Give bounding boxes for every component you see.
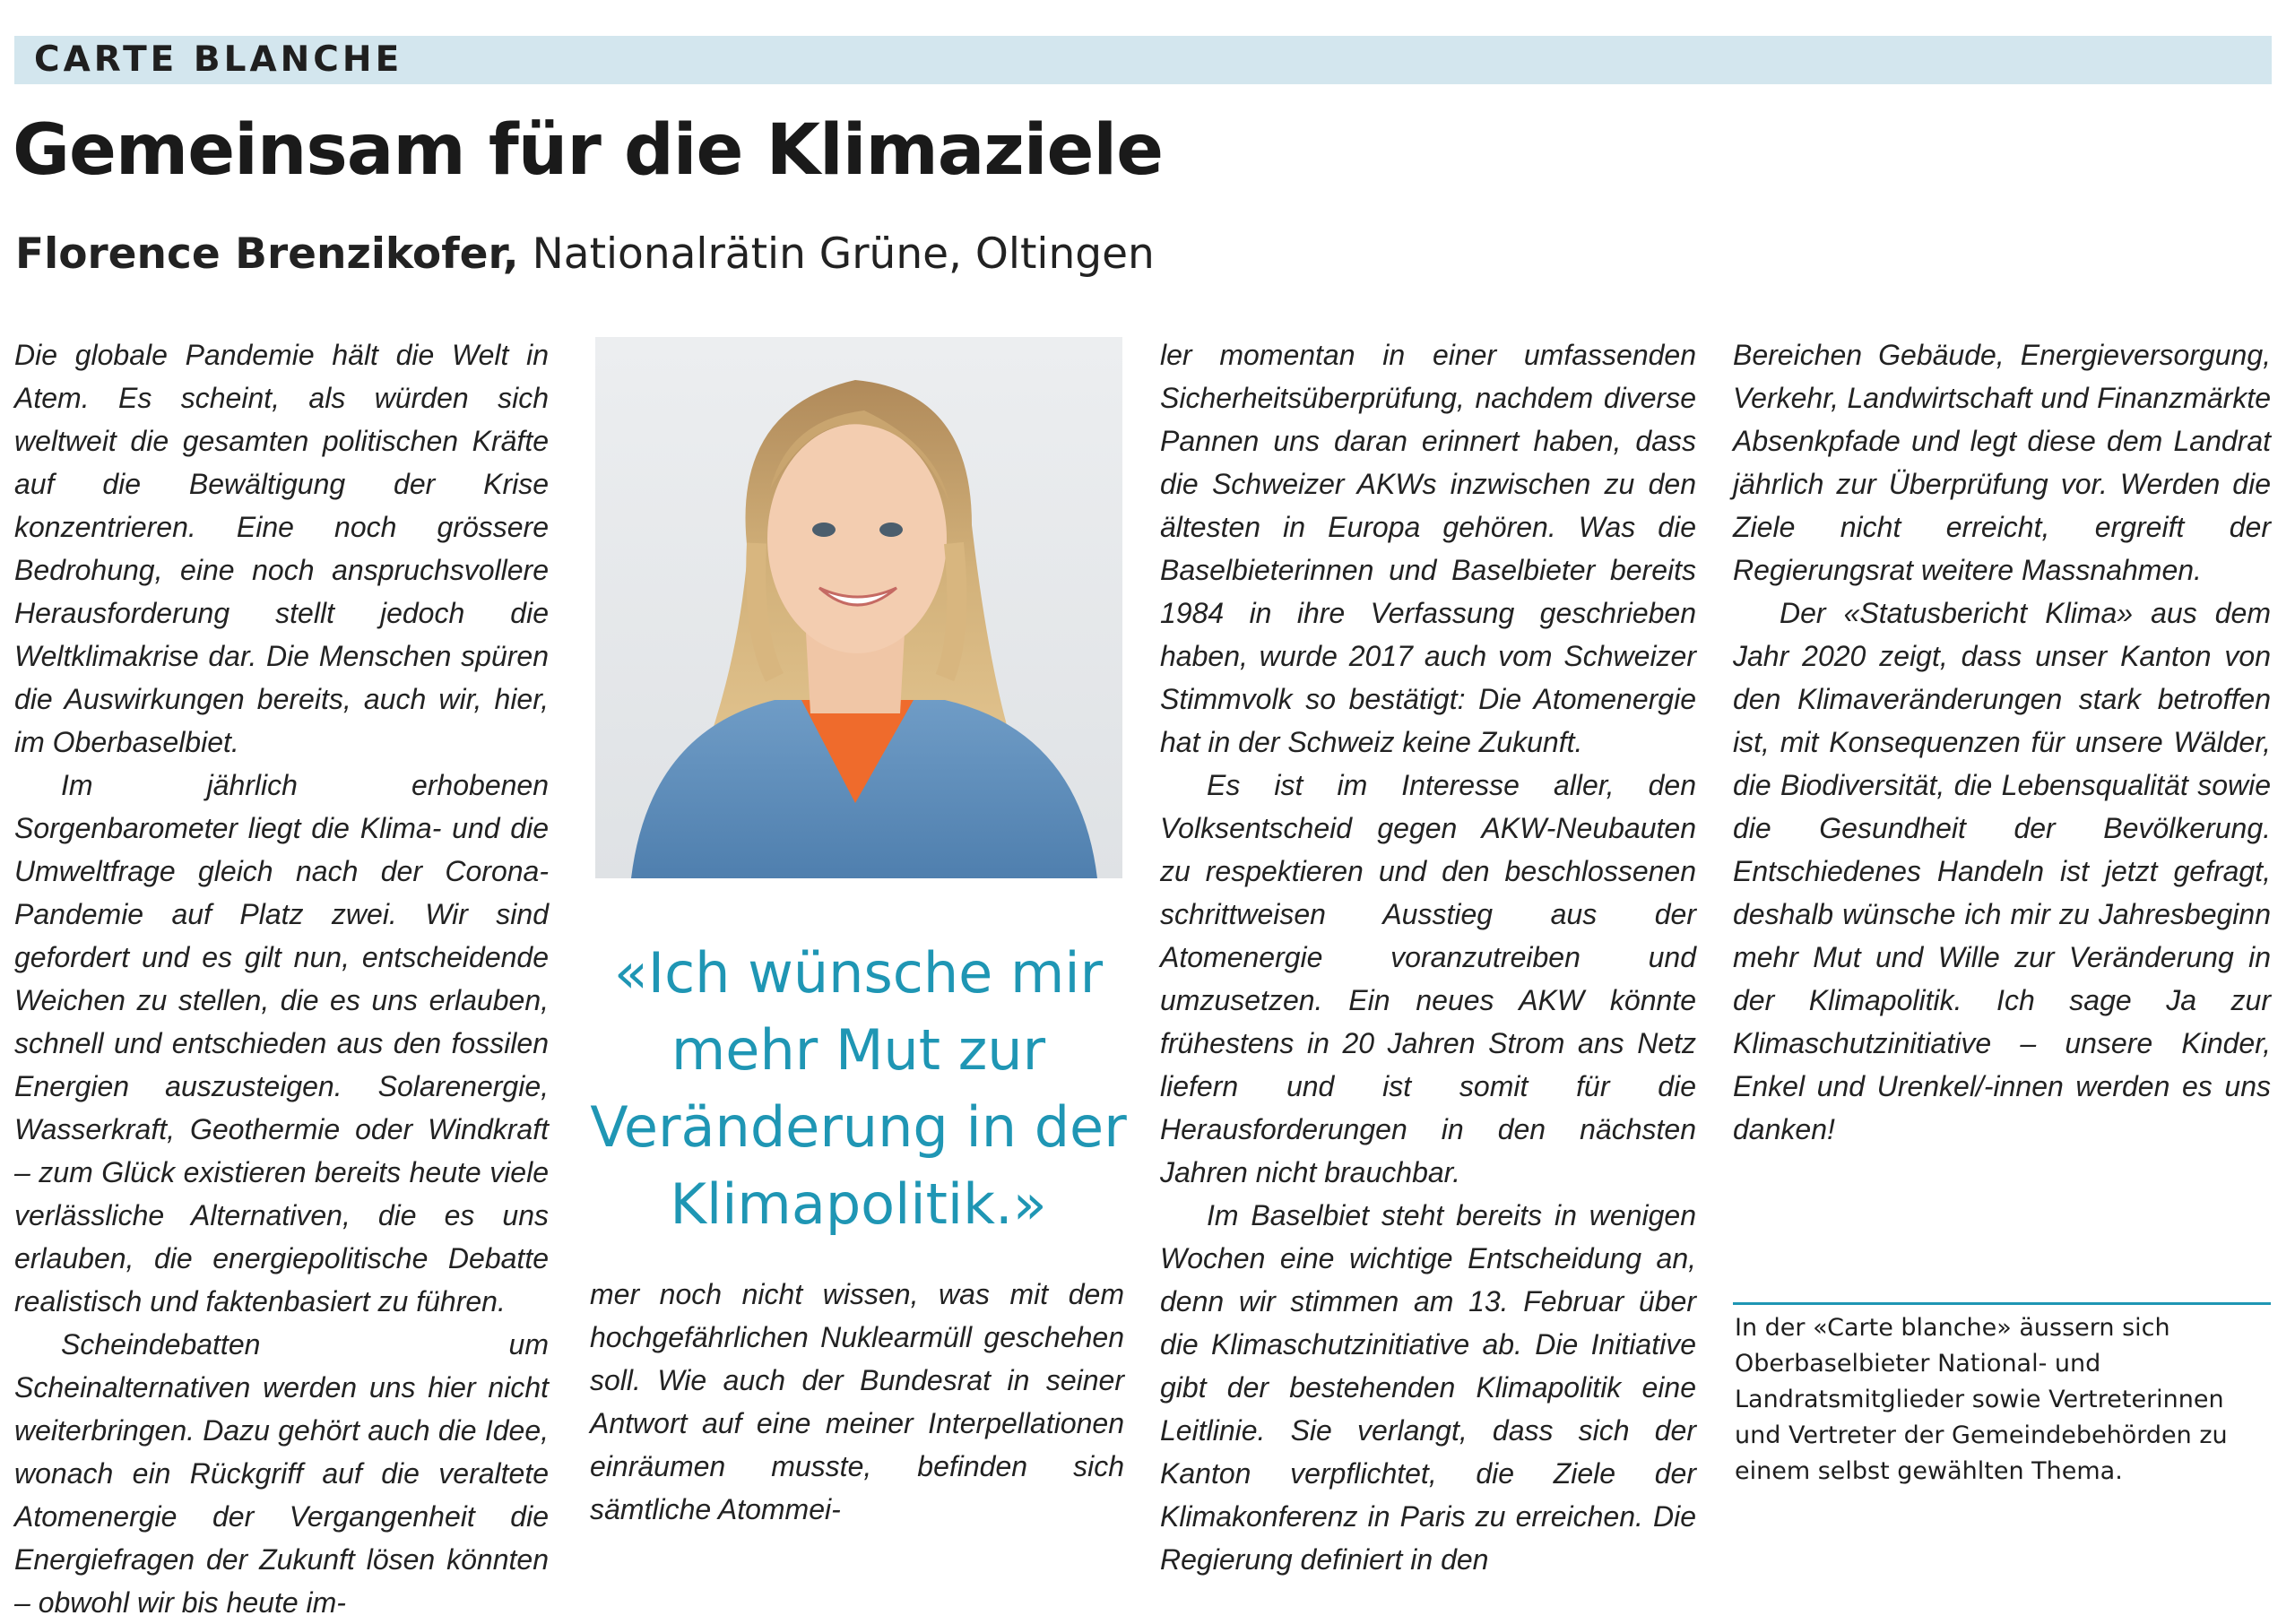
- byline-role: Nationalrätin Grüne, Oltingen: [518, 229, 1155, 279]
- byline: [15, 222, 1155, 287]
- infobox-divider: [1733, 1302, 2271, 1305]
- paragraph: mer noch nicht wissen, was mit dem hochgefährlichen Nuklearmüll geschehen soll. Wie auch der Bundesrat in seiner Antwort auf eine meiner Interpellationen einräumen musste, befinden sich sämtliche Atommei-: [590, 1278, 1124, 1525]
- section-kicker: CARTE BLANCHE: [34, 39, 403, 80]
- paragraph: ler momentan in einer umfassenden Sicherheitsüberprüfung, nachdem diverse Pannen uns daran erinnert haben, dass die Schweizer AKWs inzwischen zu den ältesten in Europa gehören. Was die Baselbieterinnen und Baselbieter bereits 1984 in ihre Verfassung geschrieben haben, wurde 2017 auch vom Schweizer Stimmvolk so bestätigt: Die Atomenergie hat in der Schweiz keine Zukunft.: [1160, 339, 1696, 758]
- info-box: In der «Carte blanche» äussern sich Oberbaselbieter National- und Landratsmitglieder sowie Vertreterinnen und Vertreter der Gemeindebehörden zu einem selbst gewählten Thema.: [1735, 1314, 2228, 1485]
- paragraph: Die globale Pandemie hält die Welt in Atem. Es scheint, als würden sich weltweit die gesamten politischen Kräfte auf die Bewältigung der Krise konzentrieren. Eine noch grössere Bedrohung, eine noch anspruchsvollere Herausforderung stellt jedoch die Weltklimakrise dar. Die Menschen spüren die Auswirkungen bereits, auch wir, hier, im Oberbaselbiet.: [14, 339, 549, 758]
- paragraph: Es ist im Interesse aller, den Volksentscheid gegen AKW-Neubauten zu respektieren und den beschlossenen schrittweisen Ausstieg aus der Atomenergie voranzutreiben und umzusetzen. Ein neues AKW könnte frühestens in 20 Jahren Strom ans Netz liefern und ist somit für die Herausforderungen in den nächsten Jahren nicht brauchbar.: [1160, 769, 1696, 1188]
- pull-quote: «Ich wünsche mir mehr Mut zur Veränderung in der Klimapolitik.»: [590, 940, 1127, 1237]
- article-headline: Gemeinsam für die Klimaziele: [13, 110, 1164, 191]
- paragraph: Der «Statusbericht Klima» aus dem Jahr 2020 zeigt, dass unser Kanton von den Klimaveränderungen stark betroffen ist, mit Konsequenzen für unsere Wälder, die Biodiversität, die Lebensqualität sowie die Gesundheit der Bevölkerung. Entschiedenes Handeln ist jetzt gefragt, deshalb wünsche ich mir zu Jahresbeginn mehr Mut und Wille zur Veränderung in der Klimapolitik. Ich sage Ja zur Klimaschutzinitiative – unsere Kinder, Enkel und Urenkel/-innen werden es uns danken!: [1733, 597, 2271, 1145]
- paragraph: Im Baselbiet steht bereits in wenigen Wochen eine wichtige Entscheidung an, denn wir stimmen am 13. Februar über die Klimaschutzinitiative ab. Die Initiative gibt der bestehenden Klimapolitik eine Leitlinie. Sie verlangt, dass sich der Kanton verpflichtet, die Ziele der Klimakonferenz in Paris zu erreichen. Die Regierung definiert in den: [1160, 1199, 1696, 1576]
- paragraph: Bereichen Gebäude, Energieversorgung, Verkehr, Landwirtschaft und Finanzmärkte Absenkpfade und legt diese dem Landrat jährlich zur Überprüfung vor. Werden die Ziele nicht erreicht, ergreift der Regierungsrat weitere Massnahmen.: [1733, 339, 2271, 586]
- article-column-4: [1733, 333, 2271, 1151]
- author-photo: [595, 337, 1122, 878]
- byline-author: Florence Brenzikofer,: [15, 229, 519, 279]
- article-column-3: [1160, 333, 1696, 1581]
- paragraph: Im jährlich erhobenen Sorgenbarometer liegt die Klima- und die Umweltfrage gleich nach der Corona-Pandemie auf Platz zwei. Wir sind gefordert und es gilt nun, entscheidende Weichen zu stellen, die es uns erlauben, schnell und entschieden aus den fossilen Energien auszusteigen. Solarenergie, Wasserkraft, Geothermie oder Windkraft – zum Glück existieren bereits heute viele verlässliche Alternativen, die es uns erlauben, die energiepolitische Debatte realistisch und faktenbasiert zu führen.: [14, 769, 549, 1317]
- article-column-1: [14, 333, 549, 1624]
- paragraph: Scheindebatten um Scheinalternativen werden uns hier nicht weiterbringen. Dazu gehört auch die Idee, wonach ein Rückgriff auf die veraltete Atomenergie der Vergangenheit die Energiefragen der Zukunft lösen könnten – obwohl wir bis heute im-: [14, 1328, 549, 1619]
- portrait-image: [595, 337, 1122, 878]
- article-column-2: [590, 1273, 1124, 1531]
